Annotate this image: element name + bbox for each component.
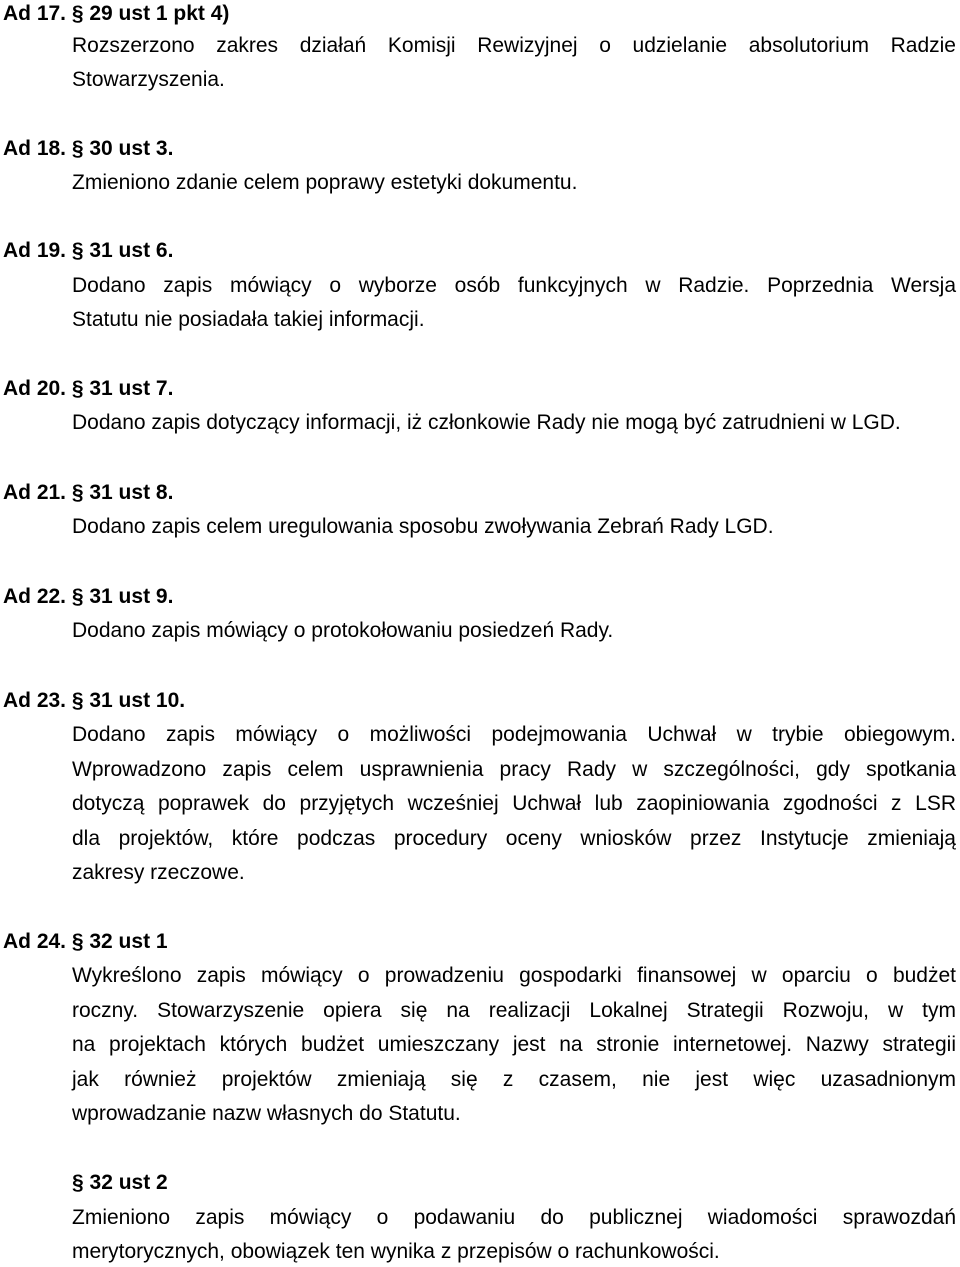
paragraph-line: Dodano zapis mówiący o wyborze osób funkcyjnych w Radzie. Poprzednia Wersja: [72, 274, 956, 297]
paragraph-line: Dodano zapis mówiący o protokołowaniu posiedzeń Rady.: [72, 619, 614, 642]
paragraph-line: Rozszerzono zakres działań Komisji Rewizyjnej o udzielanie absolutorium Radzie: [72, 34, 956, 57]
section-heading: Ad 22. § 31 ust 9.: [3, 585, 174, 608]
paragraph-line: Zmieniono zapis mówiący o podawaniu do publicznej wiadomości sprawozdań: [72, 1206, 956, 1229]
paragraph-line: Wprowadzono zapis celem usprawnienia pracy Rady w szczególności, gdy spotkania: [72, 758, 956, 781]
paragraph-line: na projektach których budżet umieszczany jest na stronie internetowej. Nazwy strategii: [72, 1033, 956, 1056]
paragraph-line: dla projektów, które podczas procedury oceny wniosków przez Instytucje zmieniają: [72, 827, 956, 850]
section-heading: Ad 20. § 31 ust 7.: [3, 377, 174, 400]
paragraph-line: Statutu nie posiadała takiej informacji.: [72, 308, 425, 331]
paragraph-line: Dodano zapis dotyczący informacji, iż członkowie Rady nie mogą być zatrudnieni w LGD.: [72, 411, 901, 434]
section-heading: Ad 23. § 31 ust 10.: [3, 689, 186, 712]
section-heading: Ad 17. § 29 ust 1 pkt 4): [3, 2, 230, 25]
section-heading: Ad 24. § 32 ust 1: [3, 930, 168, 953]
paragraph-line: zakresy rzeczowe.: [72, 861, 245, 884]
paragraph-line: wprowadzanie nazw własnych do Statutu.: [72, 1102, 461, 1125]
paragraph-line: jak również projektów zmieniają się z czasem, nie jest więc uzasadnionym: [72, 1068, 956, 1091]
paragraph-line: Zmieniono zdanie celem poprawy estetyki dokumentu.: [72, 171, 578, 194]
paragraph-line: roczny. Stowarzyszenie opiera się na realizacji Lokalnej Strategii Rozwoju, w tym: [72, 999, 956, 1022]
subsection-heading: § 32 ust 2: [72, 1171, 168, 1194]
paragraph-line: Wykreślono zapis mówiący o prowadzeniu gospodarki finansowej w oparciu o budżet: [72, 964, 956, 987]
paragraph-line: Dodano zapis mówiący o możliwości podejmowania Uchwał w trybie obiegowym.: [72, 723, 956, 746]
section-heading: Ad 19. § 31 ust 6.: [3, 239, 174, 262]
paragraph-line: dotyczą poprawek do przyjętych wcześniej Uchwał lub zaopiniowania zgodności z LSR: [72, 792, 956, 815]
section-heading: Ad 21. § 31 ust 8.: [3, 481, 174, 504]
paragraph-line: Dodano zapis celem uregulowania sposobu zwoływania Zebrań Rady LGD.: [72, 515, 774, 538]
paragraph-line: Stowarzyszenia.: [72, 68, 225, 91]
paragraph-line: merytorycznych, obowiązek ten wynika z przepisów o rachunkowości.: [72, 1240, 720, 1263]
section-heading: Ad 18. § 30 ust 3.: [3, 137, 174, 160]
